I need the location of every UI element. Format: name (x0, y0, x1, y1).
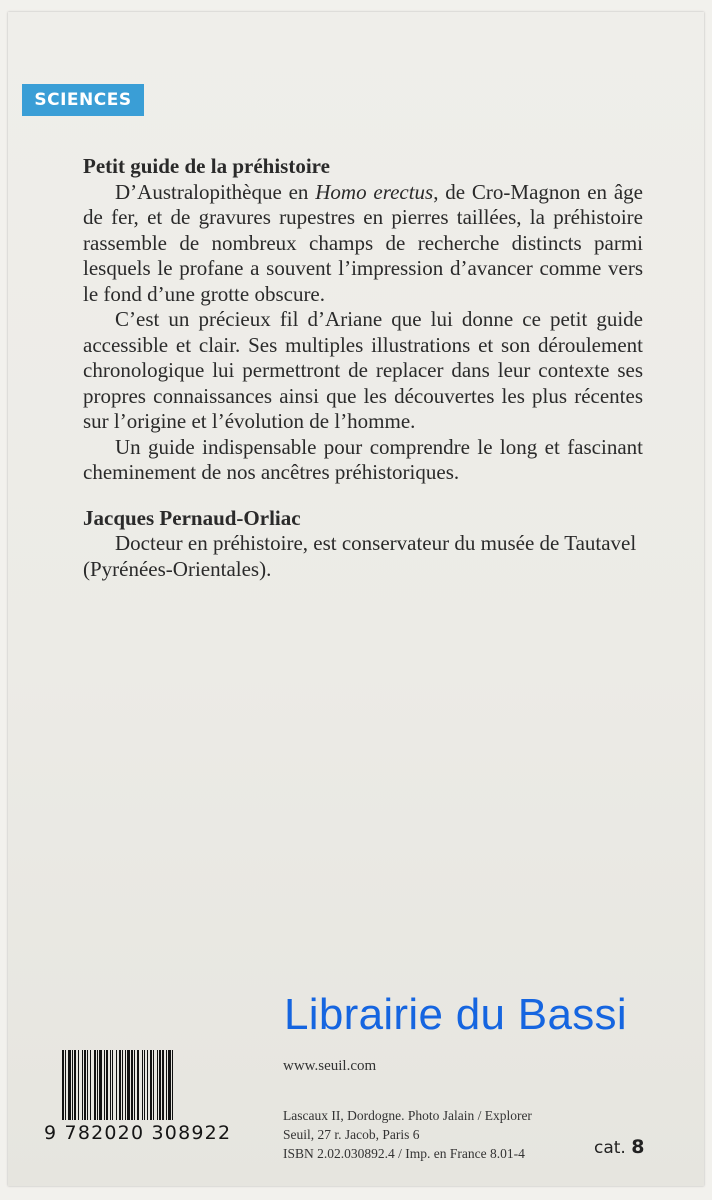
isbn-line: ISBN 2.02.030892.4 / Imp. en France 8.01-4 (283, 1146, 525, 1161)
category-value: 8 (631, 1136, 645, 1158)
author-name: Jacques Pernaud-Orliac (83, 505, 301, 530)
barcode (62, 1050, 268, 1120)
blurb-paragraph: Un guide indispensable pour comprendre le long et fascinant cheminement de nos ancêtres préhistoriques. (83, 434, 643, 484)
paragraph-text: D’Australopithèque en (115, 179, 316, 204)
species-name: Homo erectus (315, 179, 434, 204)
blurb-paragraph (83, 180, 643, 308)
sciences-badge: SCIENCES (22, 84, 144, 116)
category-label (594, 1136, 644, 1158)
blurb-paragraph: C’est un précieux fil d’Ariane que lui donne ce petit guide accessible et clair. Ses multiples illustrations et son déroulement chronologique lui permettront de replacer dans leur contexte ses propres connaissances ainsi que les découvertes les plus récentes sur l’origine et l’évolution de l’homme. (83, 307, 643, 433)
book-title: Petit guide de la préhistoire (83, 154, 330, 178)
barcode-number: 9 782020 308922 (44, 1122, 232, 1144)
publisher-website: www.seuil.com (283, 1058, 377, 1074)
bookseller-watermark: Librairie du Bassi (284, 990, 627, 1039)
photo-credit: Lascaux II, Dordogne. Photo Jalain / Explorer (283, 1108, 532, 1123)
author-bio: Docteur en préhistoire, est conservateur du musée de Tautavel (Pyrénées-Orientales). (83, 531, 637, 581)
blurb (83, 154, 643, 582)
paragraph-text: , de Cro-Magnon en âge de fer, et de gravures rupestres en pierres taillées, la préhistoire rassemble de nombreux champs de recherche distincts parmi lesquels le profane a souvent l’impression d’avancer comme vers le fond d’une grotte obscure. (83, 179, 643, 306)
publisher-address: Seuil, 27 r. Jacob, Paris 6 (283, 1127, 420, 1142)
barcode-gap (173, 1050, 175, 1120)
credits (283, 1106, 583, 1163)
category-prefix: cat. (594, 1138, 626, 1158)
